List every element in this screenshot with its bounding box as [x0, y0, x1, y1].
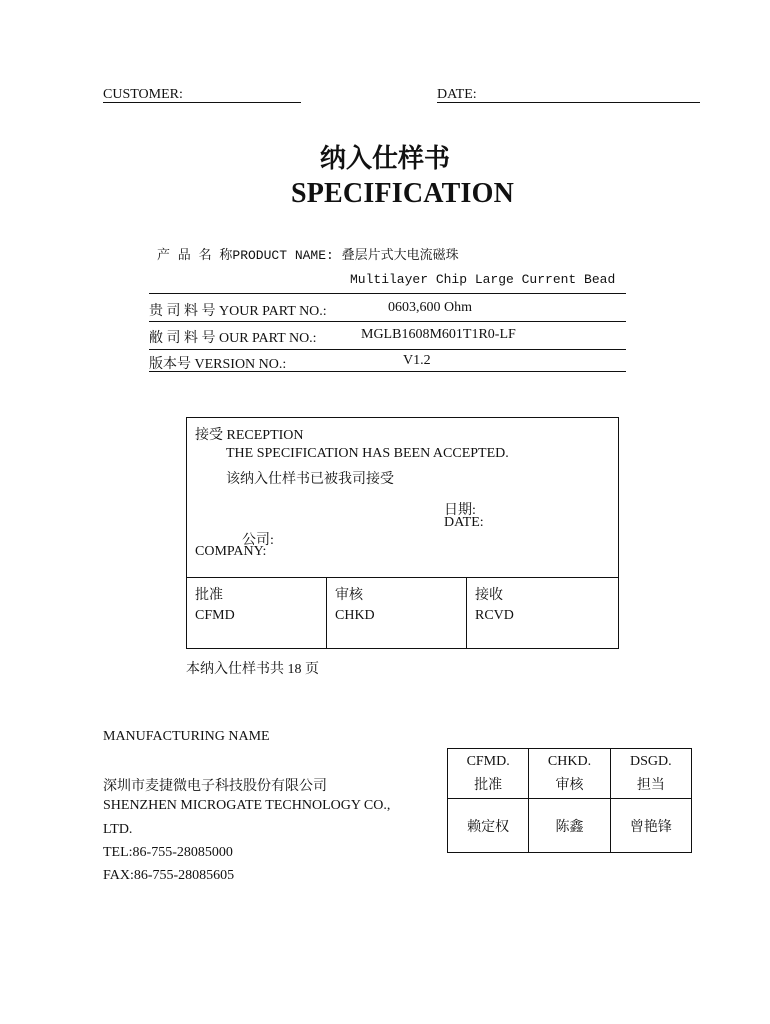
- date-underline: [437, 102, 700, 103]
- product-name-value-en: Multilayer Chip Large Current Bead: [350, 272, 616, 287]
- your-part-value: 0603,600 Ohm: [388, 300, 472, 315]
- product-name-label: [157, 244, 459, 263]
- accepted-en: THE SPECIFICATION HAS BEEN ACCEPTED.: [226, 446, 509, 461]
- title-en: SPECIFICATION: [290, 178, 514, 209]
- manufacturer-tel: TEL:86-755-28085000: [103, 845, 233, 860]
- approval-dsgd-en: DSGD.: [630, 753, 672, 769]
- approval-chkd-name: 陈鑫: [529, 799, 610, 853]
- page-count: 本纳入仕样书共 18 页: [186, 662, 319, 677]
- approval-dsgd-name: 曾艳锋: [610, 799, 691, 853]
- approval-dsgd-header: [610, 749, 691, 799]
- approval-table: [447, 748, 692, 853]
- manufacturer-fax: FAX:86-755-28085605: [103, 868, 235, 883]
- reception-heading: 接受 RECEPTION: [195, 428, 304, 443]
- manufacturer-heading: MANUFACTURING NAME: [103, 729, 270, 744]
- date-en: DATE:: [444, 515, 484, 530]
- manufacturer-name-en-2: LTD.: [103, 822, 133, 837]
- approval-chkd-header: [529, 749, 610, 799]
- your-part-label: 贵 司 料 号 YOUR PART NO.:: [149, 304, 327, 319]
- approval-header-row: [448, 749, 692, 799]
- reception-sign-divider: [186, 577, 619, 578]
- divider-4: [149, 371, 626, 372]
- manufacturer-name-cn: 深圳市麦捷微电子科技股份有限公司: [103, 779, 327, 794]
- sign-rcvd-en: RCVD: [475, 608, 514, 623]
- approval-dsgd-cn: 担当: [636, 777, 665, 793]
- manufacturer-name-en-1: SHENZHEN MICROGATE TECHNOLOGY CO.,: [103, 798, 391, 813]
- company-cn: 公司:: [242, 533, 274, 548]
- title-cn: 纳入仕样书: [319, 144, 450, 174]
- version-value: V1.2: [403, 353, 431, 368]
- sign-chkd-en: CHKD: [335, 608, 375, 623]
- accepted-cn: 该纳入仕样书已被我司接受: [226, 472, 394, 487]
- approval-cfmd-name: 赖定权: [448, 799, 529, 853]
- sign-cfmd-en: CFMD: [195, 608, 235, 623]
- company-en: COMPANY:: [195, 544, 267, 559]
- sign-cfmd-cn: 批准: [195, 588, 223, 603]
- approval-cfmd-header: [448, 749, 529, 799]
- date-label: DATE:: [437, 87, 477, 102]
- divider-2: [149, 321, 626, 322]
- product-name-value-cn: 叠层片式大电流磁珠: [341, 248, 459, 263]
- divider-3: [149, 349, 626, 350]
- reception-sign-col-divider-1: [326, 577, 327, 649]
- customer-label: CUSTOMER:: [103, 87, 183, 102]
- approval-name-row: [448, 799, 692, 853]
- our-part-value: MGLB1608M601T1R0-LF: [361, 327, 516, 342]
- date-cn: 日期:: [444, 503, 476, 518]
- approval-chkd-en: CHKD.: [547, 753, 592, 769]
- reception-sign-col-divider-2: [466, 577, 467, 649]
- our-part-label: 敝 司 料 号 OUR PART NO.:: [149, 331, 317, 346]
- approval-chkd-cn: 审核: [555, 777, 584, 793]
- approval-cfmd-cn: 批准: [474, 777, 503, 793]
- sign-chkd-cn: 审核: [335, 588, 363, 603]
- version-label: 版本号 VERSION NO.:: [149, 357, 287, 372]
- customer-underline: [103, 102, 301, 103]
- product-name-label-text: 产 品 名 称PRODUCT NAME:: [157, 248, 334, 263]
- sign-rcvd-cn: 接收: [475, 588, 503, 603]
- divider-1: [149, 293, 626, 294]
- approval-cfmd-en: CFMD.: [466, 753, 510, 769]
